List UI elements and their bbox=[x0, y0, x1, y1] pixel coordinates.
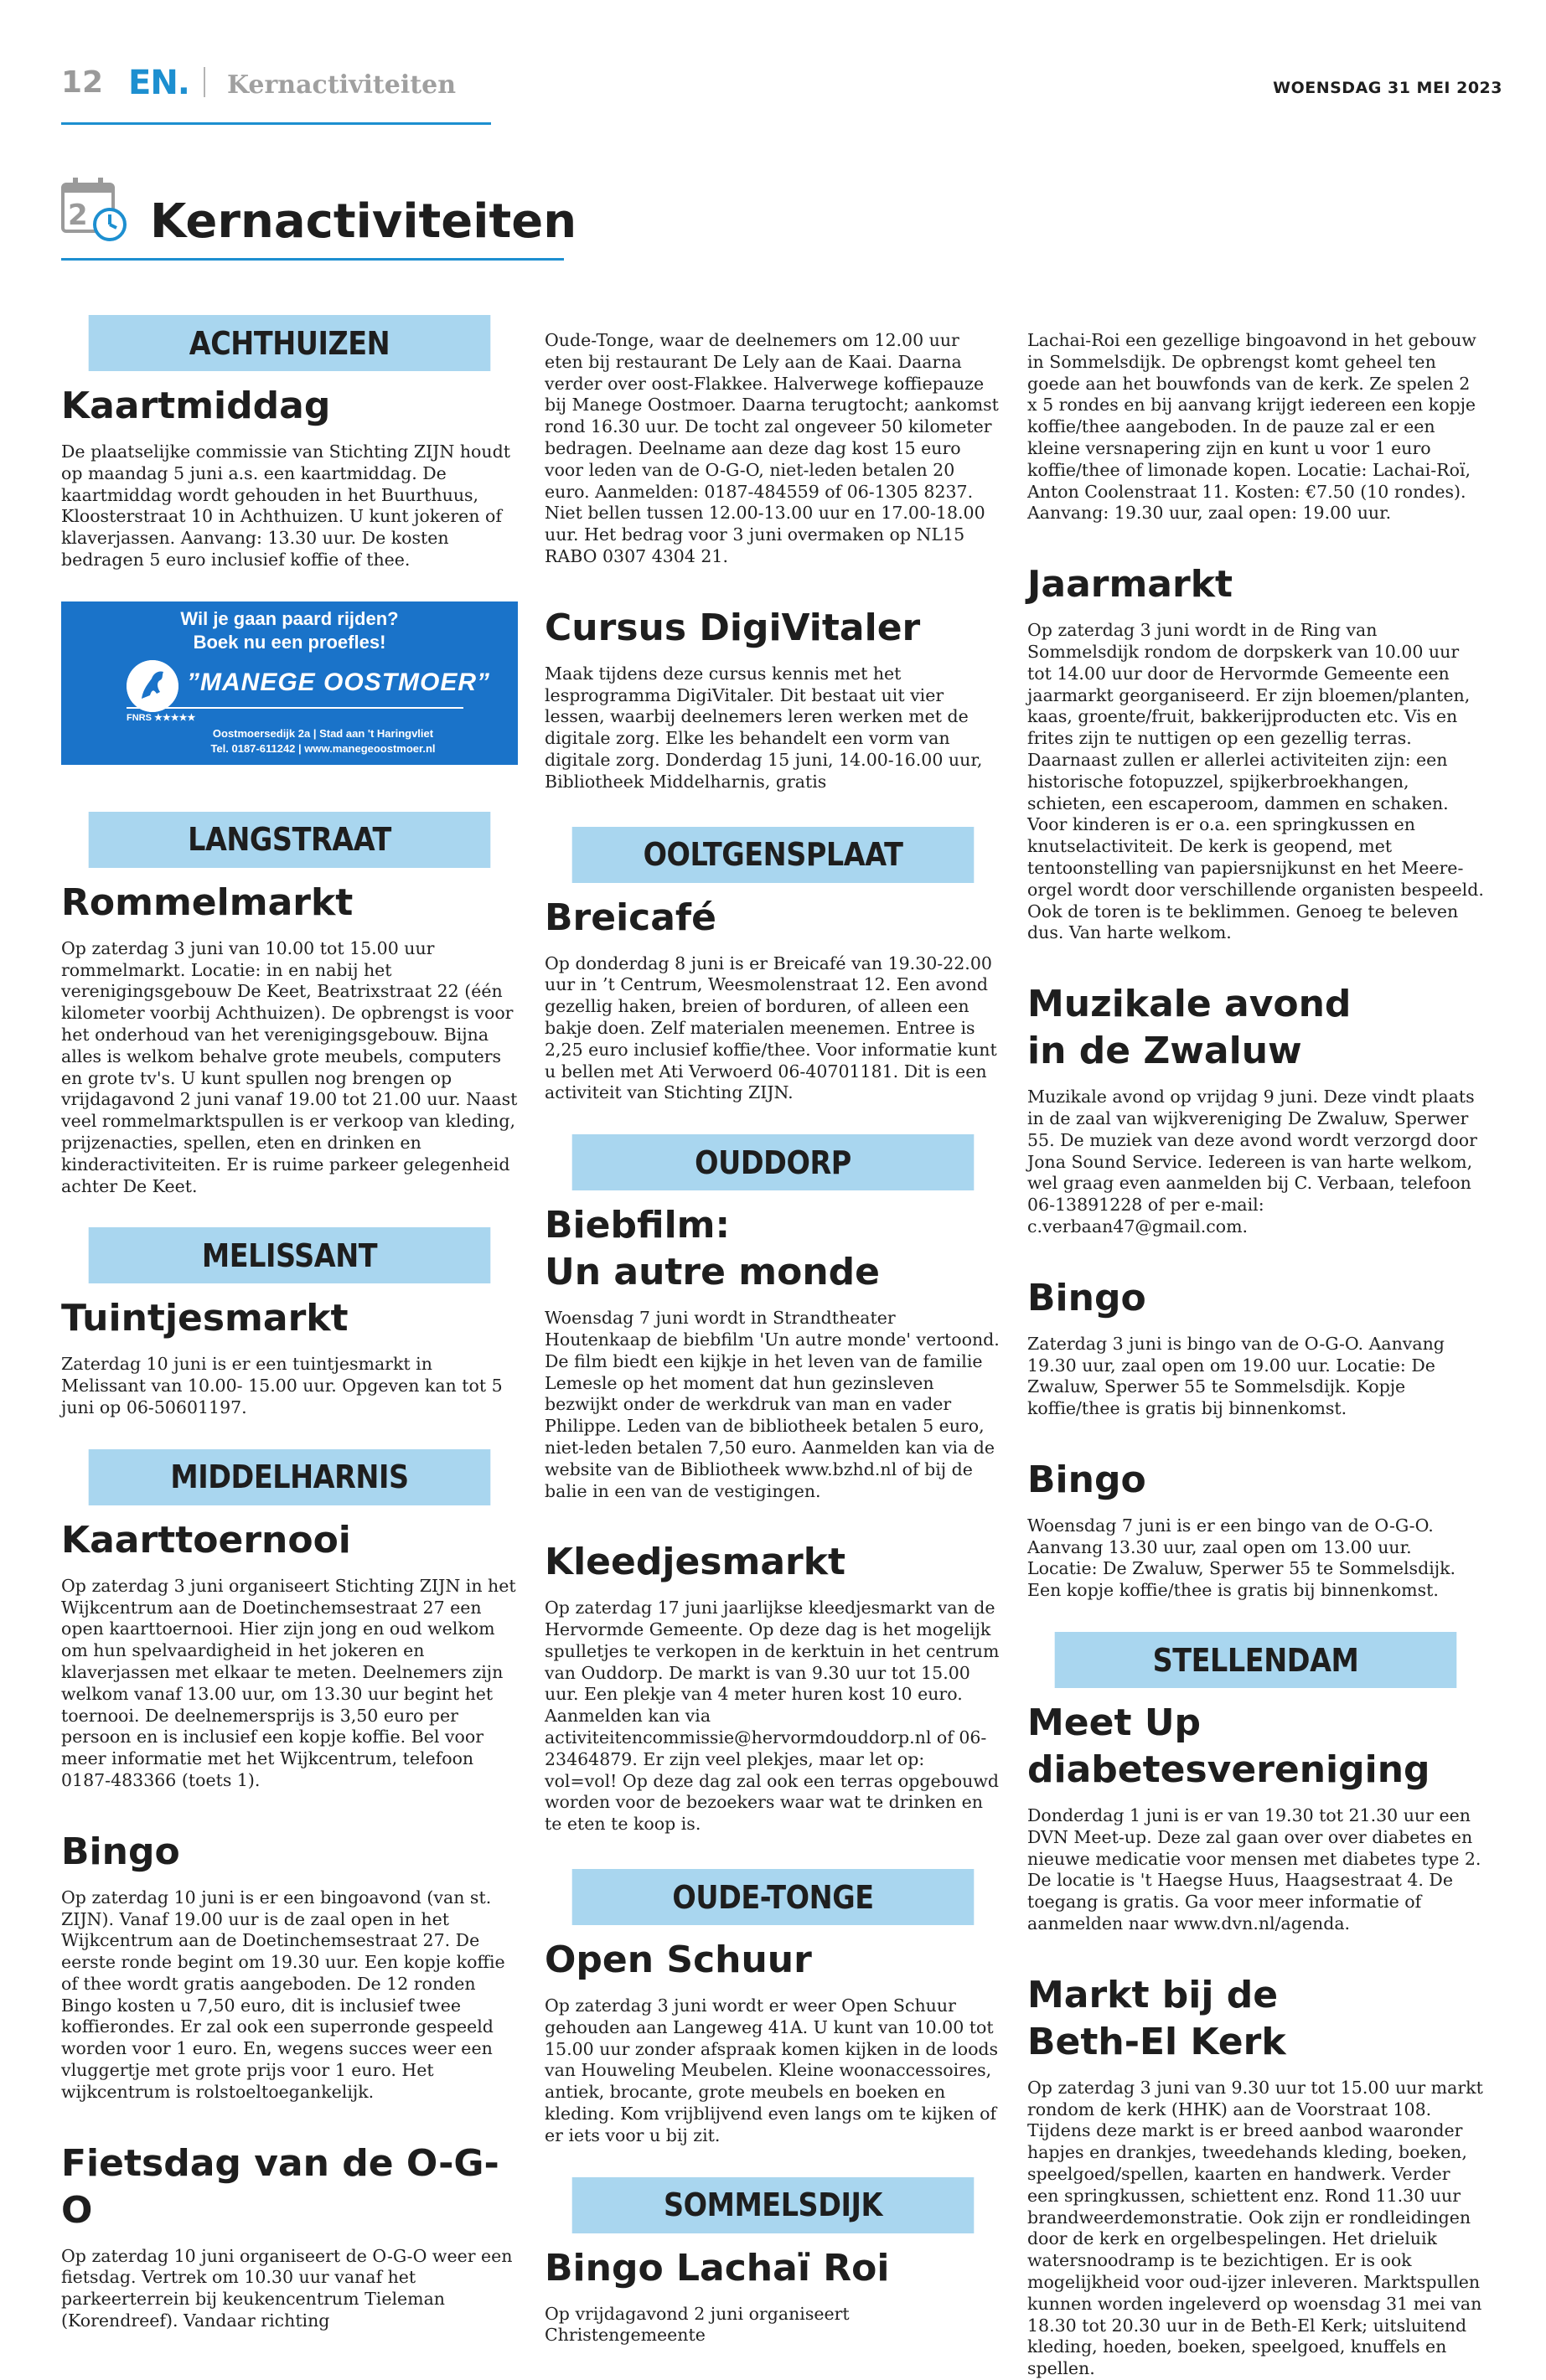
article-text: Op zaterdag 3 juni organiseert Stichting ZIJN in het Wijkcentrum aan de Doetinchemsestraat 27 een open kaarttoernooi. Hier zijn jong en oud welkom om hun spelvaardigheid in het jokeren en klaverjassen met elkaar te meten. Deelnemers zijn welkom vanaf 13.00 uur, om 13.30 uur begint het toernooi. De deelnemersprijs is 3,50 euro per persoon en is inclusief een kopje koffie. Bel voor meer informatie met het Wijkcentrum, telefoon 0187-483366 (toets 1). bbox=[61, 1575, 516, 1790]
article-title: Fietsdag van de O-G-O bbox=[61, 2141, 499, 2232]
article-text: Donderdag 1 juni is er van 19.30 tot 21.30 uur een DVN Meet-up. Deze zal gaan over over diabetes en nieuwe medicatie voor mensen met diabetes type 2. De locatie is 't Haegse Huus, Haagsestraat 4. De toegang is gratis. Ga voor meer informatie of aanmelden naar www.dvn.nl/agenda. bbox=[1027, 1805, 1481, 1934]
article-title: Tuintjesmarkt bbox=[61, 1297, 349, 1340]
page-heading bbox=[61, 176, 577, 260]
town-header-ooltgensplaat: OOLTGENSPLAAT bbox=[572, 827, 975, 883]
article-text: Woensdag 7 juni is er een bingo van de O-G-O. Aanvang 13.30 uur, zaal open om 13.00 uur. Locatie: De Zwaluw, Sperwer 55 te Sommelsdijk. Een kopje koffie/thee is gratis bij binnenkomst. bbox=[1027, 1515, 1456, 1601]
article-text: Maak tijdens deze cursus kennis met het lesprogramma DigiVitaler. Dit bestaat uit vier lessen, waarbij deelnemers leren werken met de digitale zorg. Elke les behandelt een vorm van digitale zorg. Donderdag 15 juni, 14.00-16.00 uur, Bibliotheek Middelharnis, gratis bbox=[545, 663, 983, 792]
page-number: 12 bbox=[61, 65, 104, 100]
town-header-stellendam: STELLENDAM bbox=[1055, 1632, 1457, 1688]
article-title: Open Schuur bbox=[545, 1939, 812, 1982]
header-separator bbox=[204, 67, 205, 97]
article-title: Bingo bbox=[61, 1830, 180, 1873]
article-text: Zaterdag 10 juni is er een tuintjesmarkt in Melissant van 10.00- 15.00 uur. Opgeven kan tot 5 juni op 06-50601197. bbox=[61, 1354, 503, 1417]
article-text: Op zaterdag 17 juni jaarlijkse kleedjesmarkt van de Hervormde Gemeente. Op deze dag is het mogelijk spulletjes te verkopen in de kerktuin in het centrum van Ouddorp. De markt is van 9.30 uur tot 15.00 uur. Een plekje van 4 meter huren kost 10 euro. Aanmelden kan via activiteitencommissie@hervormdouddorp.nl of 06-23464879. Er zijn veel plekjes, maar let op: vol=vol! Op deze dag zal ook een terras opgebouwd worden voor de bezoekers waar wat te drinken en te eten te koop is. bbox=[545, 1598, 1000, 1835]
article-title: Breicafé bbox=[545, 896, 716, 939]
article-text: Muzikale avond op vrijdag 9 juni. Deze vindt plaats in de zaal van wijkvereniging De Zwaluw, Sperwer 55. De muziek van deze avond wordt verzorgd door Jona Sound Service. Iedereen is van harte welkom, wel graag even aanmelden bij C. Verbaan, telefoon 06-13891228 of per e-mail: c.verbaan47@gmail.com. bbox=[1027, 1087, 1477, 1236]
article-title-line2: Un autre monde bbox=[545, 1251, 881, 1294]
article-title: Bingo bbox=[1027, 1276, 1146, 1319]
article-text-continued: Oude-Tonge, waar de deelnemers om 12.00 uur eten bij restaurant De Lely aan de Kaai. Daarna verder over oost-Flakkee. Halverwege koffiepauze bij Manege Oostmoer. Daarna terugtocht; aankomst rond 16.30 uur. De tocht zal ongeveer 50 kilometer bedragen. Deelname aan deze dag kost 15 euro voor leden van de O-G-O, niet-leden betalen 20 euro. Aanmelden: 0187-484559 of 06-1305 8237. Niet bellen tussen 12.00-13.00 uur en 17.00-18.00 uur. Het bedrag voor 3 juni overmaken op NL15 RABO 0307 4304 21. bbox=[545, 330, 999, 566]
header-rule bbox=[61, 122, 491, 125]
newspaper-logo[interactable]: EN. bbox=[128, 64, 189, 102]
page-header bbox=[61, 60, 1502, 111]
issue-date: WOENSDAG 31 MEI 2023 bbox=[1273, 79, 1502, 97]
ad-rating: FNRS ★★★★★ bbox=[127, 712, 196, 723]
article-title: Kleedjesmarkt bbox=[545, 1541, 846, 1584]
article-text: Op zaterdag 3 juni van 9.30 uur tot 15.00 uur markt rondom de kerk (HHK) aan de Voorstraat 108. Tijdens deze markt is er breed aanbod waaronder hapjes en drankjes, tweedehands kleding, boeken, speelgoed/spellen, kaarten en handwerk. Verder een springkussen, schiettent enz. Rond 11.30 uur brandweerdemonstratie. Ook zijn er rondleidingen door de kerk en orgelbespelingen. Het drieluik watersnoodramp is te bezichtigen. Er is ook mogelijkheid voor oud-ijzer inleveren. Marktspullen kunnen worden ingeleverd op woensdag 31 mei van 18.30 tot 20.30 uur in de Beth-El Kerk; uitsluitend kleding, hoeden, boeken, speelgoed, knuffels en spellen. bbox=[1027, 2077, 1483, 2379]
article-title-line2: diabetesvereniging bbox=[1027, 1748, 1430, 1792]
article-title-line2: Beth-El Kerk bbox=[1027, 2020, 1286, 2063]
column-2 bbox=[545, 330, 1001, 2346]
town-header-oude-tonge: OUDE-TONGE bbox=[572, 1869, 975, 1925]
calendar-clock-icon bbox=[61, 176, 128, 245]
town-header-melissant: MELISSANT bbox=[89, 1227, 491, 1283]
column-3 bbox=[1027, 330, 1484, 2380]
article-text: Op vrijdagavond 2 juni organiseert Christengemeente bbox=[545, 2303, 850, 2346]
section-name: Kernactiviteiten bbox=[227, 70, 457, 100]
column-1 bbox=[61, 315, 518, 2332]
page-title: Kernactiviteiten bbox=[150, 194, 577, 249]
article-title: Muzikale avond bbox=[1027, 983, 1352, 1026]
ad-line-1: Wil je gaan paard rijden? bbox=[180, 607, 399, 629]
article-title: Bingo Lachaï Roi bbox=[545, 2246, 890, 2290]
article-text: Zaterdag 3 juni is bingo van de O-G-O. Aanvang 19.30 uur, zaal open om 19.00 uur. Locatie: De Zwaluw, Sperwer 55 te Sommelsdijk. Kopje koffie/thee is gratis bij binnenkomst. bbox=[1027, 1333, 1445, 1419]
article-title: Rommelmarkt bbox=[61, 880, 354, 924]
ad-address: Oostmoersedijk 2a | Stad aan 't Haringvliet bbox=[212, 726, 434, 740]
town-header-sommelsdijk: SOMMELSDIJK bbox=[572, 2177, 975, 2233]
town-header-achthuizen: ACHTHUIZEN bbox=[89, 315, 491, 371]
article-title: Jaarmarkt bbox=[1027, 563, 1233, 607]
town-header-middelharnis: MIDDELHARNIS bbox=[89, 1449, 491, 1505]
article-text: Op zaterdag 10 juni organiseert de O-G-O weer een fietsdag. Vertrek om 10.30 uur vanaf het parkeerterrein bij keukencentrum Tieleman (Korendreef). Vandaar richting bbox=[61, 2245, 513, 2331]
article-title: Meet Up bbox=[1027, 1701, 1202, 1745]
ad-divider bbox=[127, 707, 463, 709]
ad-line-2: Boek nu een proefles! bbox=[193, 631, 386, 653]
article-text: Woensdag 7 juni wordt in Strandtheater Houtenkaap de biebfilm 'Un autre monde' vertoond. De film biedt een kijkje in het leven van de familie Lemesle op het moment dat hun gezinsleven bezwijkt onder de werkdruk van man en vader Philippe. Leden van de bibliotheek betalen 5 euro, niet-leden betalen 7,50 euro. Aanmelden kan via de website van de Bibliotheek www.bzhd.nl of bij de balie in een van de vestigingen. bbox=[545, 1308, 1000, 1501]
article-title: Kaartmiddag bbox=[61, 385, 331, 427]
article-text: Op zaterdag 10 juni is er een bingoavond (van st. ZIJN). Vanaf 19.00 uur is de zaal open in het Wijkcentrum aan de Doetinchemsestraat 27. De eerste ronde begint om 19.30 uur. Een kopje koffie of thee wordt gratis aangeboden. De 12 ronden Bingo kosten u 7,50 euro, dit is inclusief twee koffierondes. Er zal ook een superronde gespeeld worden voor 1 euro. En, wegens succes weer een vluggertje met grote prijs voor 1 euro. Het wijkcentrum is rolstoeltoegankelijk. bbox=[61, 1887, 505, 2102]
article-text-continued: Lachai-Roi een gezellige bingoavond in het gebouw in Sommelsdijk. De opbrengst komt geheel ten goede aan het bouwfonds van de kerk. Ze spelen 2 x 5 rondes en bij aanvang krijgt iedereen een kopje koffie/thee aangeboden. In de pauze zal er een kleine versnapering zijn en kunt u voor 1 euro koffie/thee of limonade kopen. Locatie: Lachai-Roï, Anton Coolenstraat 11. Kosten: €7.50 (10 rondes). Aanvang: 19.30 uur, zaal open: 19.00 uur. bbox=[1027, 330, 1476, 524]
article-title: Cursus DigiVitaler bbox=[545, 606, 921, 649]
calendar-number: 2 bbox=[68, 199, 88, 232]
article-text: De plaatselijke commissie van Stichting ZIJN houdt op maandag 5 juni a.s. een kaartmiddag. De kaartmiddag wordt gehouden in het Buurthuus, Kloosterstraat 10 in Achthuizen. U kunt jokeren of klaverjassen. Aanvang: 13.30 uur. De kosten bedragen 5 euro inclusief koffie of thee. bbox=[61, 441, 510, 570]
town-header-langstraat: LANGSTRAAT bbox=[89, 812, 491, 868]
article-text: Op zaterdag 3 juni wordt er weer Open Schuur gehouden aan Langeweg 41A. U kunt van 10.00 tot 15.00 uur zonder afspraak komen kijken in de loods van Houweling Meubelen. Kleine woonaccessoires, antiek, brocante, grote meubels en boeken en kleding. Kom vrijblijvend even langs om te kijken of er iets voor u bij zit. bbox=[545, 1995, 999, 2145]
advertisement-manege[interactable] bbox=[61, 601, 518, 765]
town-header-ouddorp: OUDDORP bbox=[572, 1134, 975, 1190]
article-text: Op donderdag 8 juni is er Breicafé van 19.30-22.00 uur in ’t Centrum, Weesmolenstraat 12. Een avond gezellig haken, breien of borduren, of alleen een bakje doen. Zelf materialen meenemen. Entree is 2,25 euro inclusief koffie/thee. Voor informatie kunt u bellen met Ati Verwoerd 06-40701181. Dit is een activiteit van Stichting ZIJN. bbox=[545, 953, 997, 1103]
ad-brand: ”MANEGE OOSTMOER” bbox=[187, 668, 491, 696]
article-title: Kaarttoernooi bbox=[61, 1518, 351, 1562]
article-text: Op zaterdag 3 juni wordt in de Ring van Sommelsdijk rondom de dorpskerk van 10.00 uur tot 14.00 uur door de Hervormde Gemeente een jaarmarkt georganiseerd. Er zijn bloemen/planten, kaas, groente/fruit, bakkerijproducten etc. Vis en frites zijn te nuttigen op een gezellig terras. Daarnaast zullen er allerlei activiteiten zijn: een historische fotopuzzel, spijkerbroekhangen, schieten, een escaperoom, dammen en schaken. Voor kinderen is er o.a. een springkussen en knutselactiviteit. De kerk is geopend, met tentoonstelling van papiersnijkunst en het Meere-orgel wordt door verschillende organisten bespeeld. Ook de toren is te beklimmen. Genoeg te beleven dus. Van harte welkom. bbox=[1027, 620, 1484, 943]
article-title: Bingo bbox=[1027, 1458, 1146, 1501]
article-text: Op zaterdag 3 juni van 10.00 tot 15.00 uur rommelmarkt. Locatie: in en nabij het verenigingsgebouw De Keet, Beatrixstraat 22 (één kilometer voorbij Achthuizen). De opbrengst is voor het onderhoud van het verenigingsgebouw. Bijna alles is welkom behalve grote meubels, computers en grote tv's. U kunt spullen nog brengen op vrijdagavond 2 juni vanaf 19.00 tot 21.00 uur. Naast veel rommelmarktspullen is er verkoop van kleding, prijzenacties, spellen, eten en drinken en kinderactiviteiten. Er is ruime parkeer gelegenheid achter De Keet. bbox=[61, 937, 518, 1196]
horse-logo-icon bbox=[127, 660, 178, 712]
title-rule bbox=[61, 258, 564, 261]
ad-contact: Tel. 0187-611242 | www.manegeoostmoer.nl bbox=[210, 741, 436, 755]
article-title-line2: in de Zwaluw bbox=[1027, 1030, 1302, 1073]
article-title: Biebfilm: bbox=[545, 1204, 731, 1247]
article-title: Markt bij de bbox=[1027, 1973, 1279, 2016]
